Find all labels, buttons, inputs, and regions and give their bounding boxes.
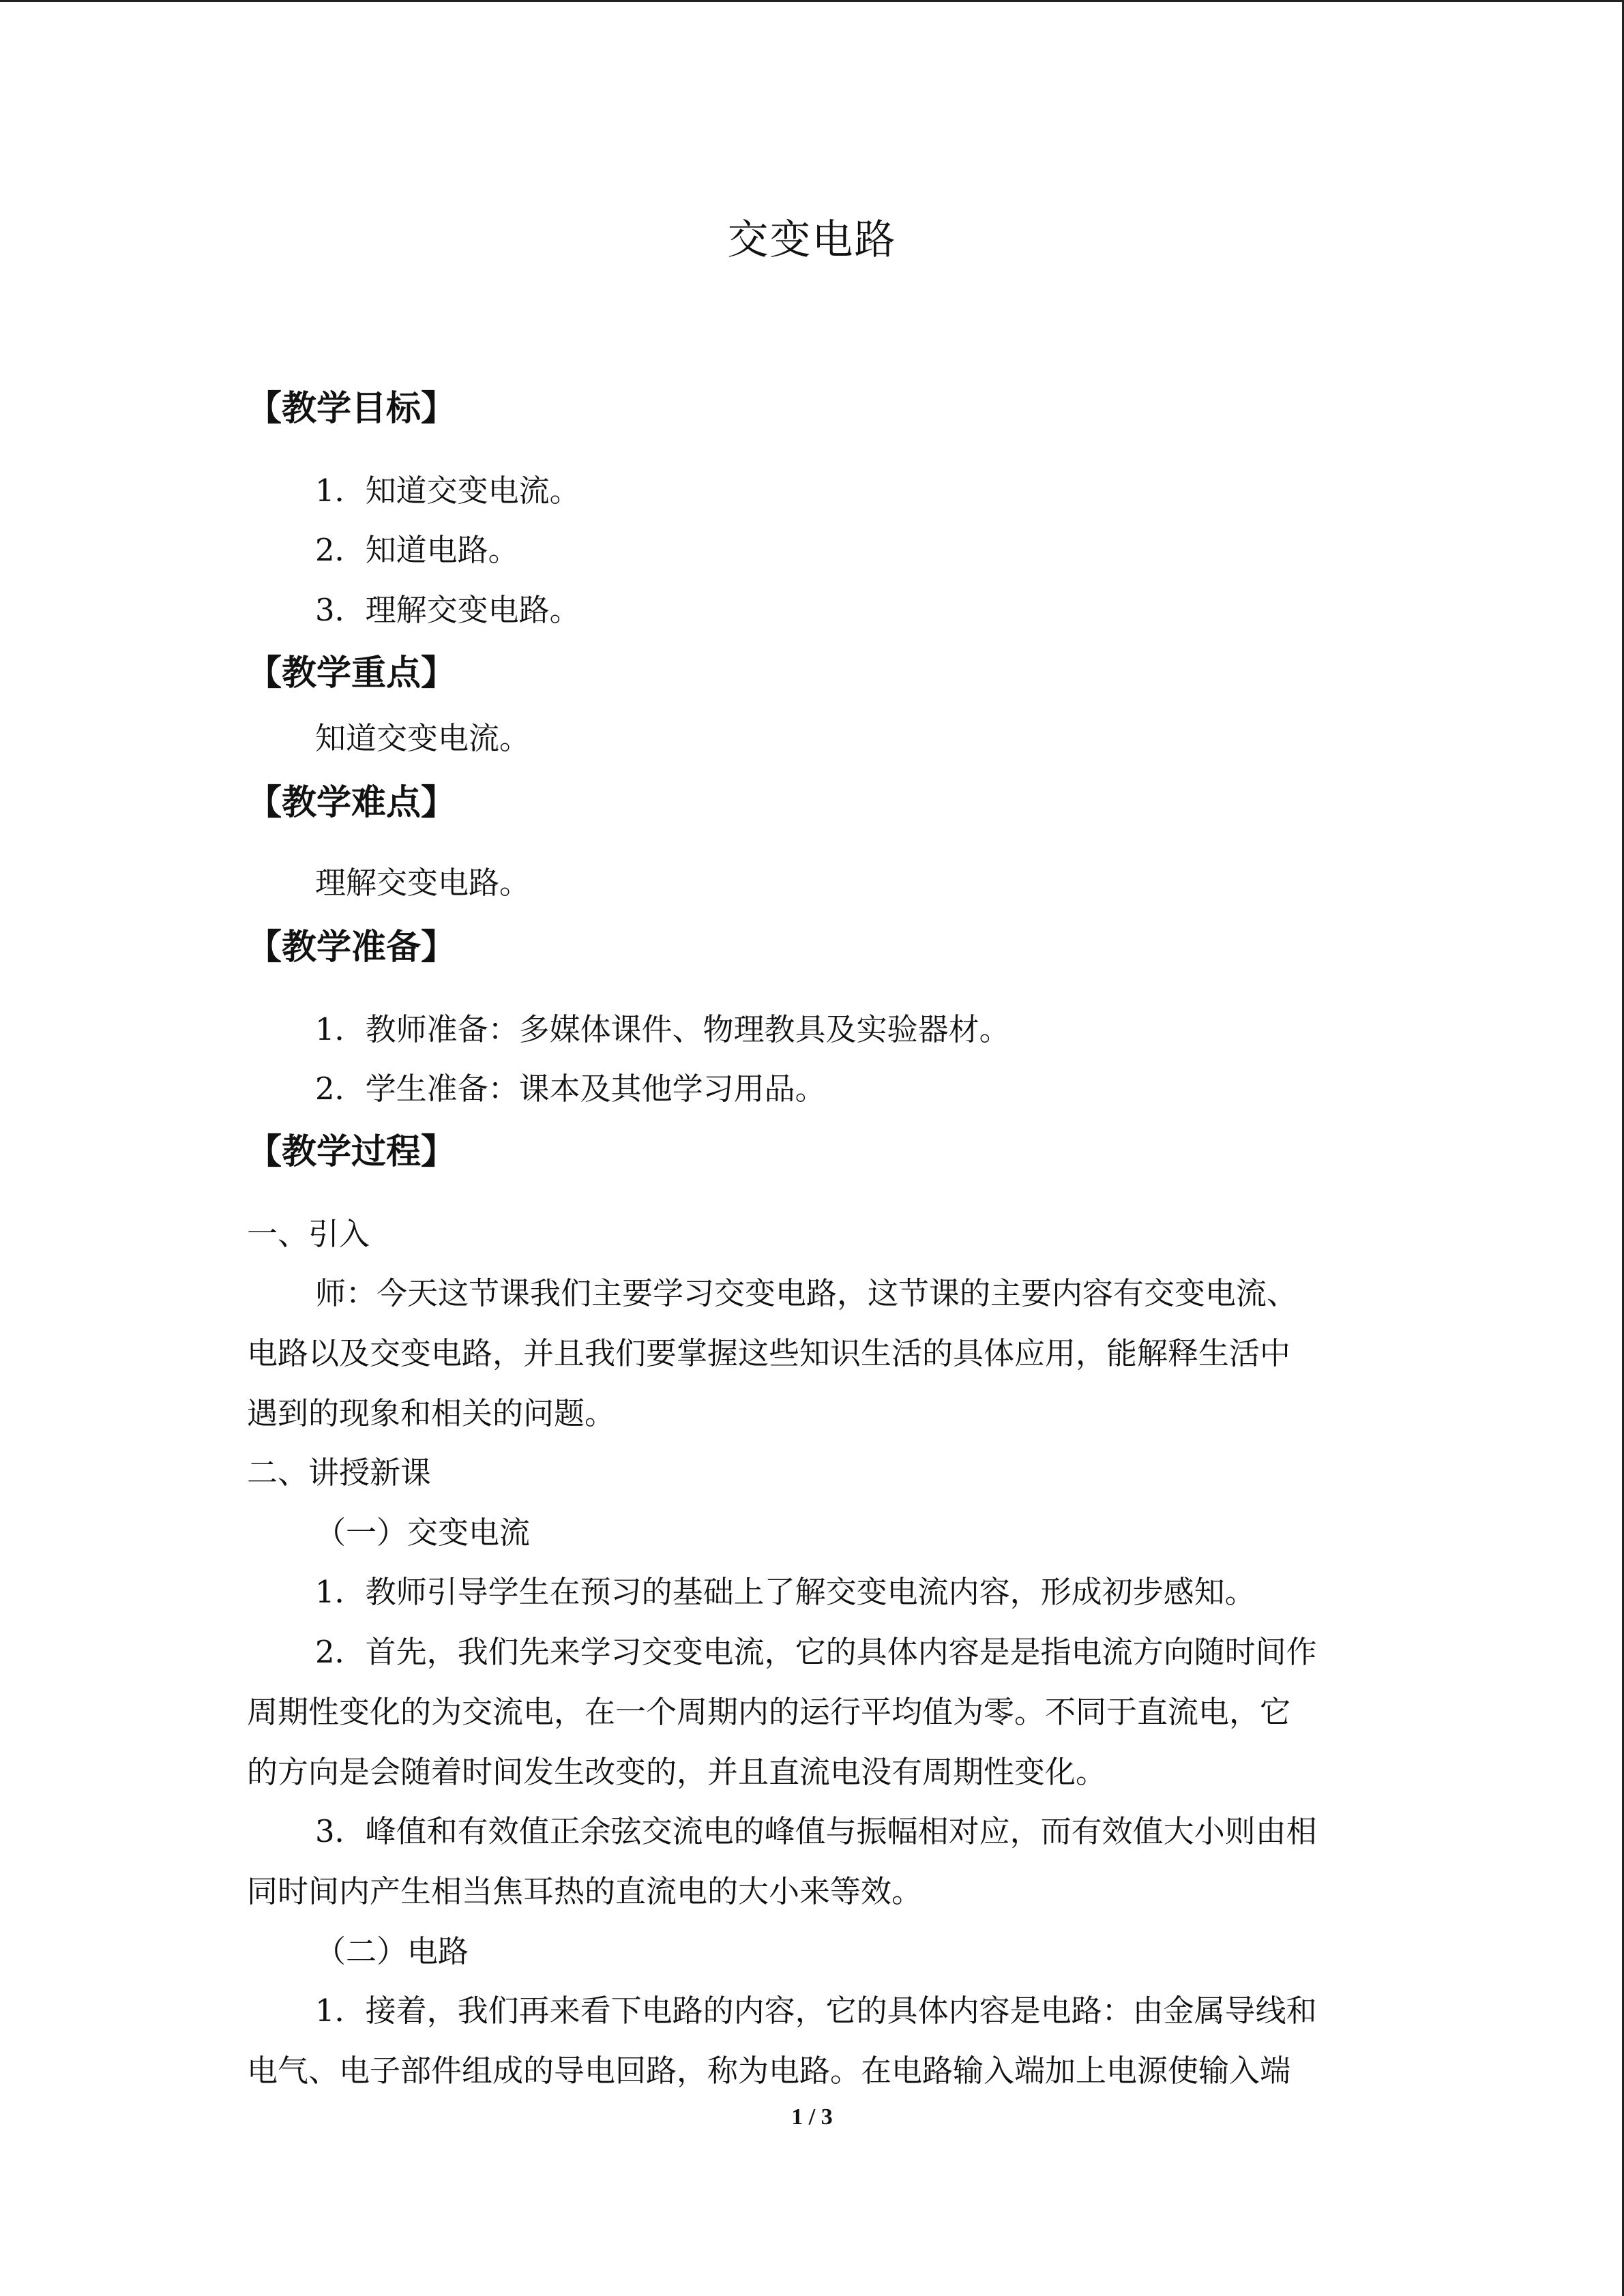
paragraph-line: 1．接着，我们再来看下电路的内容，它的具体内容是电路：由金属导线和 xyxy=(315,1993,1317,2029)
preparation-item: 1．教师准备：多媒体课件、物理教具及实验器材。 xyxy=(315,1011,1010,1047)
page-border-top xyxy=(0,0,1624,2)
paragraph-line: 电气、电子部件组成的导电回路，称为电路。在电路输入端加上电源使输入端 xyxy=(247,2053,1291,2089)
document-title: 交变电路 xyxy=(727,216,897,264)
paragraph-line: 1．教师引导学生在预习的基础上了解交变电流内容，形成初步感知。 xyxy=(315,1574,1256,1610)
preparation-item: 2．学生准备：课本及其他学习用品。 xyxy=(315,1071,826,1107)
page-number: 1 / 3 xyxy=(791,2104,833,2130)
paragraph-line: 的方向是会随着时间发生改变的，并且直流电没有周期性变化。 xyxy=(247,1754,1107,1790)
paragraph-line: 同时间内产生相当焦耳热的直流电的大小来等效。 xyxy=(247,1873,923,1909)
difficulties-text: 理解交变电路。 xyxy=(315,865,531,901)
paragraph-line: 2．首先，我们先来学习交变电流，它的具体内容是是指电流方向随时间作 xyxy=(315,1634,1317,1670)
heading-key-points: 【教学重点】 xyxy=(247,653,456,694)
intro-line: 电路以及交变电路，并且我们要掌握这些知识生活的具体应用，能解释生活中 xyxy=(247,1335,1291,1371)
new-lesson-title: 二、讲授新课 xyxy=(247,1455,432,1491)
objective-item: 3．理解交变电路。 xyxy=(315,592,580,628)
intro-line: 遇到的现象和相关的问题。 xyxy=(247,1395,616,1431)
heading-preparation: 【教学准备】 xyxy=(247,927,456,968)
paragraph-line: 3．峰值和有效值正余弦交流电的峰值与振幅相对应，而有效值大小则由相 xyxy=(315,1813,1317,1849)
objective-item: 1．知道交变电流。 xyxy=(315,473,580,509)
heading-objectives: 【教学目标】 xyxy=(247,389,456,429)
heading-process: 【教学过程】 xyxy=(247,1132,456,1172)
intro-line: 师：今天这节课我们主要学习交变电路，这节课的主要内容有交变电流、 xyxy=(315,1275,1298,1311)
subsection-title: （二）电路 xyxy=(315,1933,469,1969)
paragraph-line: 周期性变化的为交流电，在一个周期内的运行平均值为零。不同于直流电，它 xyxy=(247,1694,1291,1730)
objective-item: 2．知道电路。 xyxy=(315,532,519,568)
subsection-title: （一）交变电流 xyxy=(315,1515,531,1551)
key-points-text: 知道交变电流。 xyxy=(315,720,531,756)
heading-difficulties: 【教学难点】 xyxy=(247,783,456,823)
intro-title: 一、引入 xyxy=(247,1216,370,1252)
